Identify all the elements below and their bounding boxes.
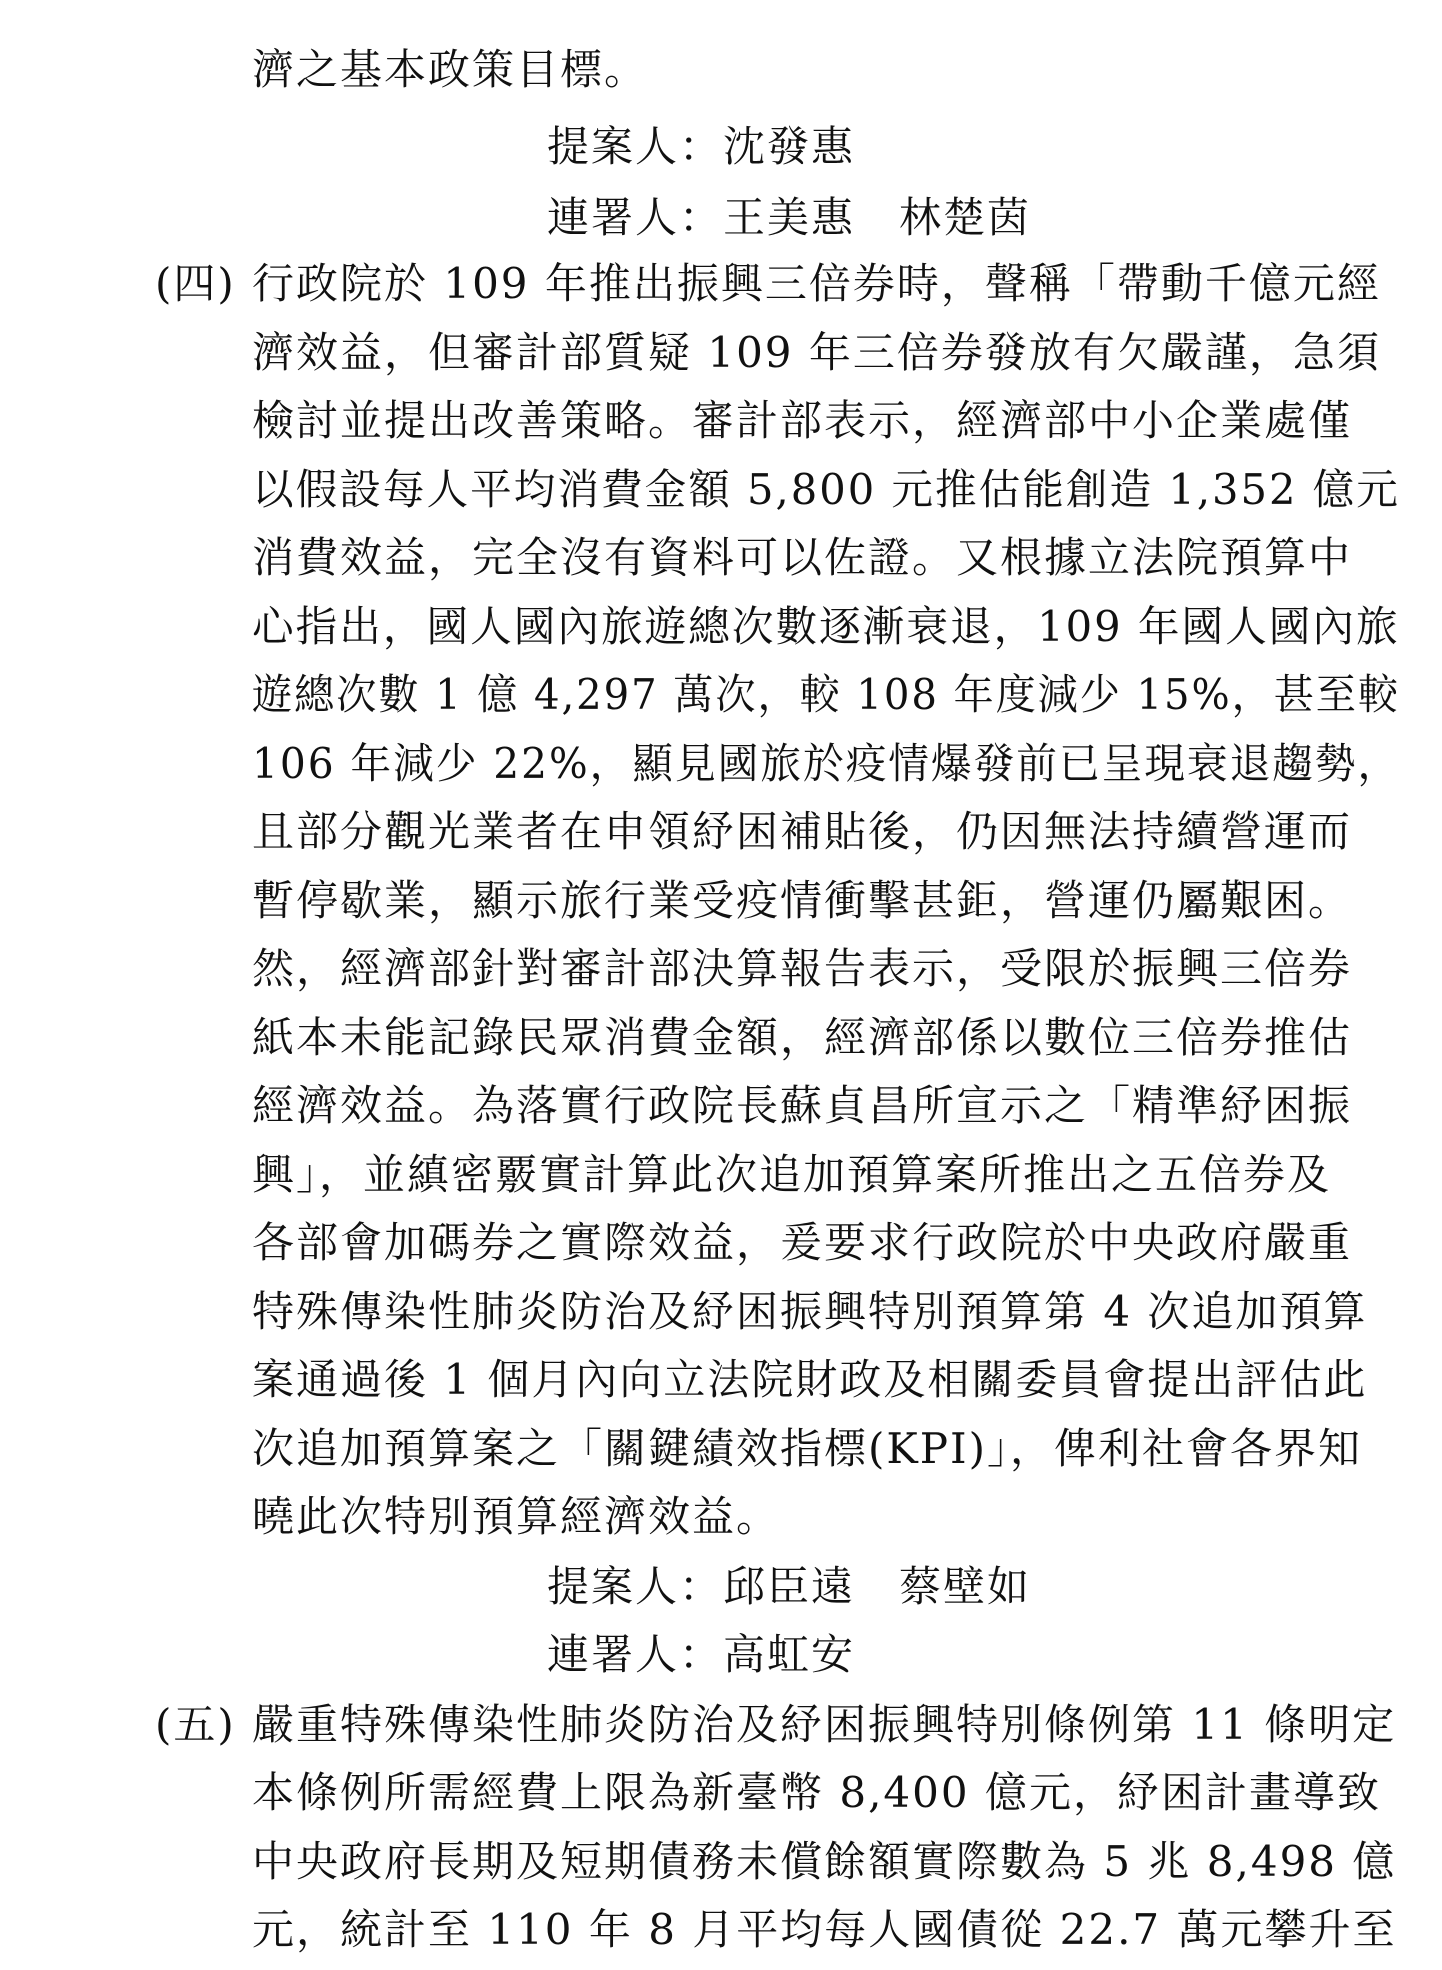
item5-line: 本條例所需經費上限為新臺幣 8,400 億元，紓困計畫導致 [252, 1768, 1381, 1817]
item4-line: 案通過後 1 個月內向立法院財政及相關委員會提出評估此 [252, 1355, 1368, 1405]
item5-line: 中央政府長期及短期債務未償餘額實際數為 5 兆 8,498 億 [252, 1836, 1397, 1886]
item5-line: 元，統計至 110 年 8 月平均每人國債從 22.7 萬元攀升至 [252, 1905, 1397, 1954]
item4-line: 曉此次特別預算經濟效益。 [252, 1492, 781, 1542]
item4-line: 經濟效益。為落實行政院長蘇貞昌所宣示之「精準紓困振 [252, 1081, 1353, 1131]
item4-line: 檢討並提出改善策略。審計部表示，經濟部中小企業處僅 [252, 396, 1353, 446]
item4-line: 心指出，國人國內旅遊總次數逐漸衰退，109 年國人國內旅 [252, 601, 1400, 651]
proposer-line-2: 提案人：邱臣遠 蔡壁如 [547, 1561, 1032, 1611]
item4-line: 暫停歇業，顯示旅行業受疫情衝擊甚鉅，營運仍屬艱困。 [252, 875, 1353, 925]
item4-line: 遊總次數 1 億 4,297 萬次，較 108 年度減少 15%，甚至較 [252, 670, 1400, 720]
item4-line: 紙本未能記錄民眾消費金額，經濟部係以數位三倍券推估 [252, 1012, 1353, 1062]
item4-line: 且部分觀光業者在申領紓困補貼後，仍因無法持續營運而 [252, 807, 1353, 857]
proposer-line-1: 提案人：沈發惠 [547, 122, 856, 172]
item4-line: 興」，並縝密覈實計算此次追加預算案所推出之五倍券及 [252, 1149, 1332, 1199]
item4-line: 以假設每人平均消費金額 5,800 元推估能創造 1,352 億元 [252, 464, 1400, 514]
item4-line: 行政院於 109 年推出振興三倍券時，聲稱「帶動千億元經 [252, 259, 1381, 309]
item4-line: 106 年減少 22%，顯見國旅於疫情爆發前已呈現衰退趨勢， [252, 738, 1401, 788]
item-label-5: (五) [155, 1699, 236, 1749]
cosigner-line-1: 連署人：王美惠 林楚茵 [547, 192, 1032, 242]
item-label-4: (四) [155, 259, 236, 309]
item4-line: 特殊傳染性肺炎防治及紓困振興特別預算第 4 次追加預算 [252, 1286, 1368, 1336]
lead-line: 濟之基本政策目標。 [252, 45, 649, 94]
item5-line: 嚴重特殊傳染性肺炎防治及紓困振興特別條例第 11 條明定 [252, 1699, 1397, 1749]
cosigner-line-2: 連署人：高虹安 [547, 1630, 856, 1680]
item4-line: 然，經濟部針對審計部決算報告表示，受限於振興三倍券 [252, 944, 1353, 994]
item4-line: 各部會加碼券之實際效益，爰要求行政院於中央政府嚴重 [252, 1218, 1353, 1268]
item4-line: 消費效益，完全沒有資料可以佐證。又根據立法院預算中 [252, 533, 1353, 583]
item4-line: 濟效益，但審計部質疑 109 年三倍券發放有欠嚴謹，急須 [252, 327, 1381, 377]
item4-line: 次追加預算案之「關鍵績效指標(KPI)」，俾利社會各界知 [252, 1423, 1363, 1473]
